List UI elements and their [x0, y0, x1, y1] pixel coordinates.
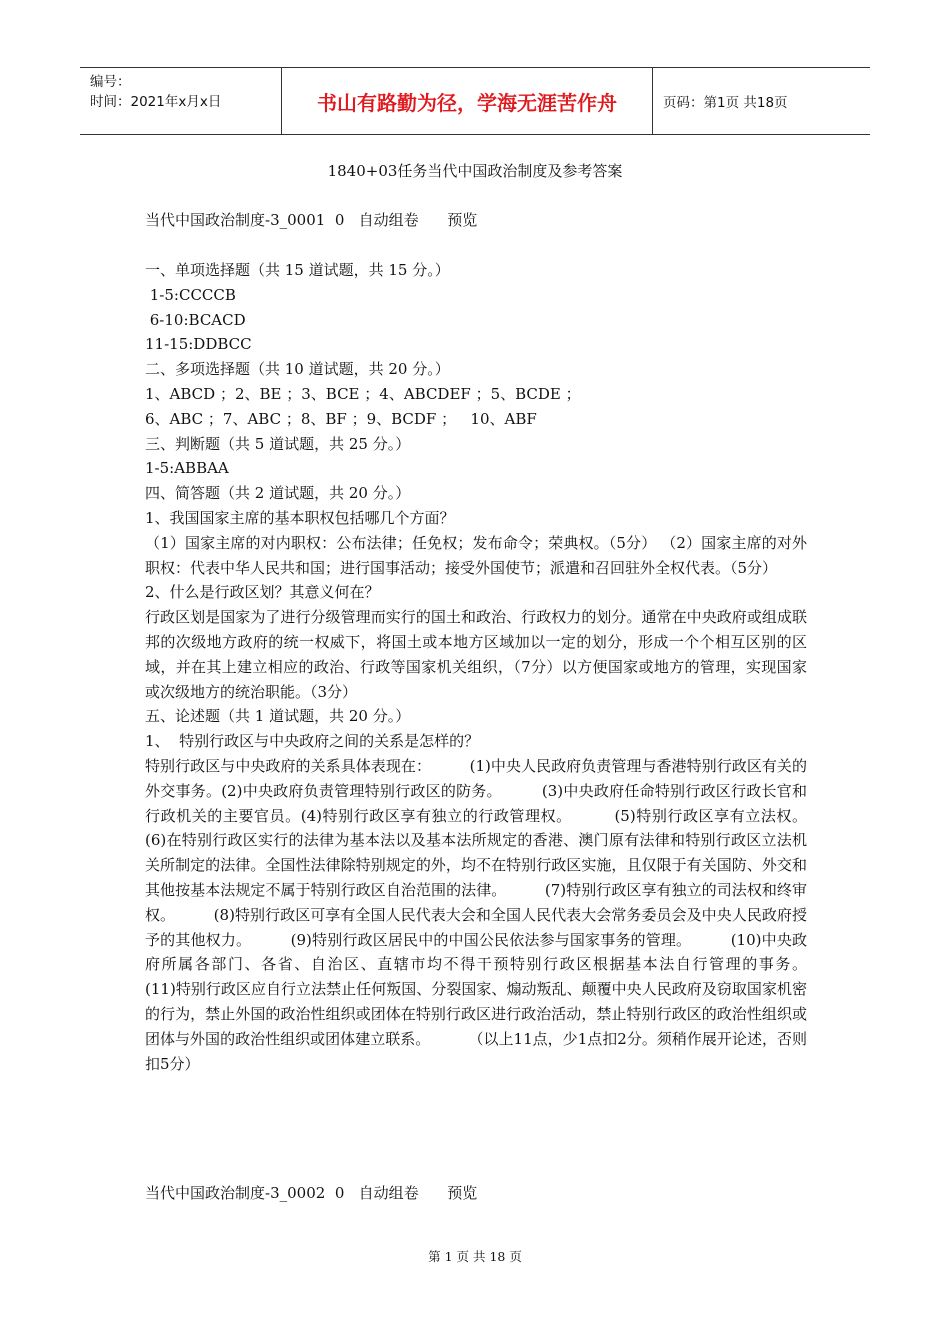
- document-body: [145, 258, 846, 1076]
- answer-line: 1-5:CCCCB: [145, 285, 236, 304]
- section-heading: 五、论述题（共 1 道试题，共 20 分。）: [145, 707, 411, 726]
- time-label: 时间：2021年x月x日: [90, 94, 222, 110]
- answer-paragraph: 特别行政区与中央政府的关系具体表现在： (1)中央人民政府负责管理与香港特别行政区有关的外交事务。(2)中央政府负责管理特别行政区的防务。 (3)中央政府任命特别行政区行政长官和行政机关的主要官员。(4)特别行政区享有独立的行政管理权。 (5)特别行政区享有立法权。 (6)在特别行政区实行的法律为基本法以及基本法所规定的香港、澳门原有法律和特别行政区立法机关所制定的法律。全国性法律除特别规定的外，均不在特别行政区实施，且仅限于有关国防、外交和其他按基本法规定不属于特别行政区自治范围的法律。 (7)特别行政区享有独立的司法权和终审权。 (8)特别行政区可享有全国人民代表大会和全国人民代表大会常务委员会及中央人民政府授予的其他权力。 (9)特别行政区居民中的中国公民依法参与国家事务的管理。 (10)中央政府所属各部门、各省、自治区、直辖市均不得干预特别行政区根据基本法自行管理的事务。 (11)特别行政区应自行立法禁止任何叛国、分裂国家、煽动叛乱、颠覆中央人民政府及窃取国家机密的行为，禁止外国的政治性组织或团体在特别行政区进行政治活动，禁止特别行政区的政治性组织或团体与外国的政治性组织或团体建立联系。 （以上11点，少1点扣2分。须稍作展开论述，否则扣5分）: [145, 756, 846, 1073]
- section-heading: 四、简答题（共 2 道试题，共 20 分。）: [145, 484, 411, 503]
- header-motto: 书山有路勤为径，学海无涯苦作舟: [281, 68, 653, 134]
- answer-line: 6-10:BCACD: [145, 310, 246, 329]
- answer-line: 11-15:DDBCC: [145, 335, 252, 354]
- page-header: [80, 67, 870, 135]
- answer-paragraph: （1）国家主席的对内职权：公布法律；任免权；发布命令；荣典权。（5分） （2）国家主席的对外职权：代表中华人民共和国；进行国事活动；接受外国使节；派遣和召回驻外全权代表。（5分）: [145, 533, 807, 577]
- page-footer: 第 1 页 共 18 页: [428, 1249, 522, 1264]
- header-meta: [80, 68, 281, 134]
- paper-label-2: 当代中国政治制度-3_0002 0 自动组卷 预览: [145, 1184, 478, 1202]
- paper-label-1: 当代中国政治制度-3_0001 0 自动组卷 预览: [145, 211, 478, 229]
- answer-line: 1-5:ABBAA: [145, 459, 229, 478]
- answer-line: 1、ABCD ；2、BE ；3、BCE ；4、ABCDEF ；5、BCDE ；: [145, 384, 581, 403]
- question: 1、我国国家主席的基本职权包括哪几个方面？: [145, 508, 455, 527]
- section-heading: 三、判断题（共 5 道试题，共 25 分。）: [145, 434, 411, 453]
- question: 1、 特别行政区与中央政府之间的关系是怎样的？: [145, 732, 480, 751]
- section-heading: 一、单项选择题（共 15 道试题，共 15 分。）: [145, 261, 450, 279]
- answer-line: 6、ABC ；7、ABC ；8、BF ；9、BCDF ； 10、ABF: [145, 409, 537, 428]
- number-label: 编号：: [90, 74, 131, 90]
- question: 2、什么是行政区划？其意义何在？: [145, 583, 380, 602]
- document-title: 1840+03任务当代中国政治制度及参考答案: [327, 162, 623, 180]
- answer-paragraph: 行政区划是国家为了进行分级管理而实行的国土和政治、行政权力的划分。通常在中央政府或组成联邦的次级地方政府的统一权威下，将国土或本地方区域加以一定的划分，形成一个个相互区别的区域，并在其上建立相应的政治、行政等国家机关组织，（7分）以方便国家或地方的管理，实现国家或次级地方的统治职能。（3分）: [145, 608, 807, 701]
- section-heading: 二、多项选择题（共 10 道试题，共 20 分。）: [145, 360, 450, 379]
- header-page-info: 页码：第1页 共18页: [663, 95, 788, 111]
